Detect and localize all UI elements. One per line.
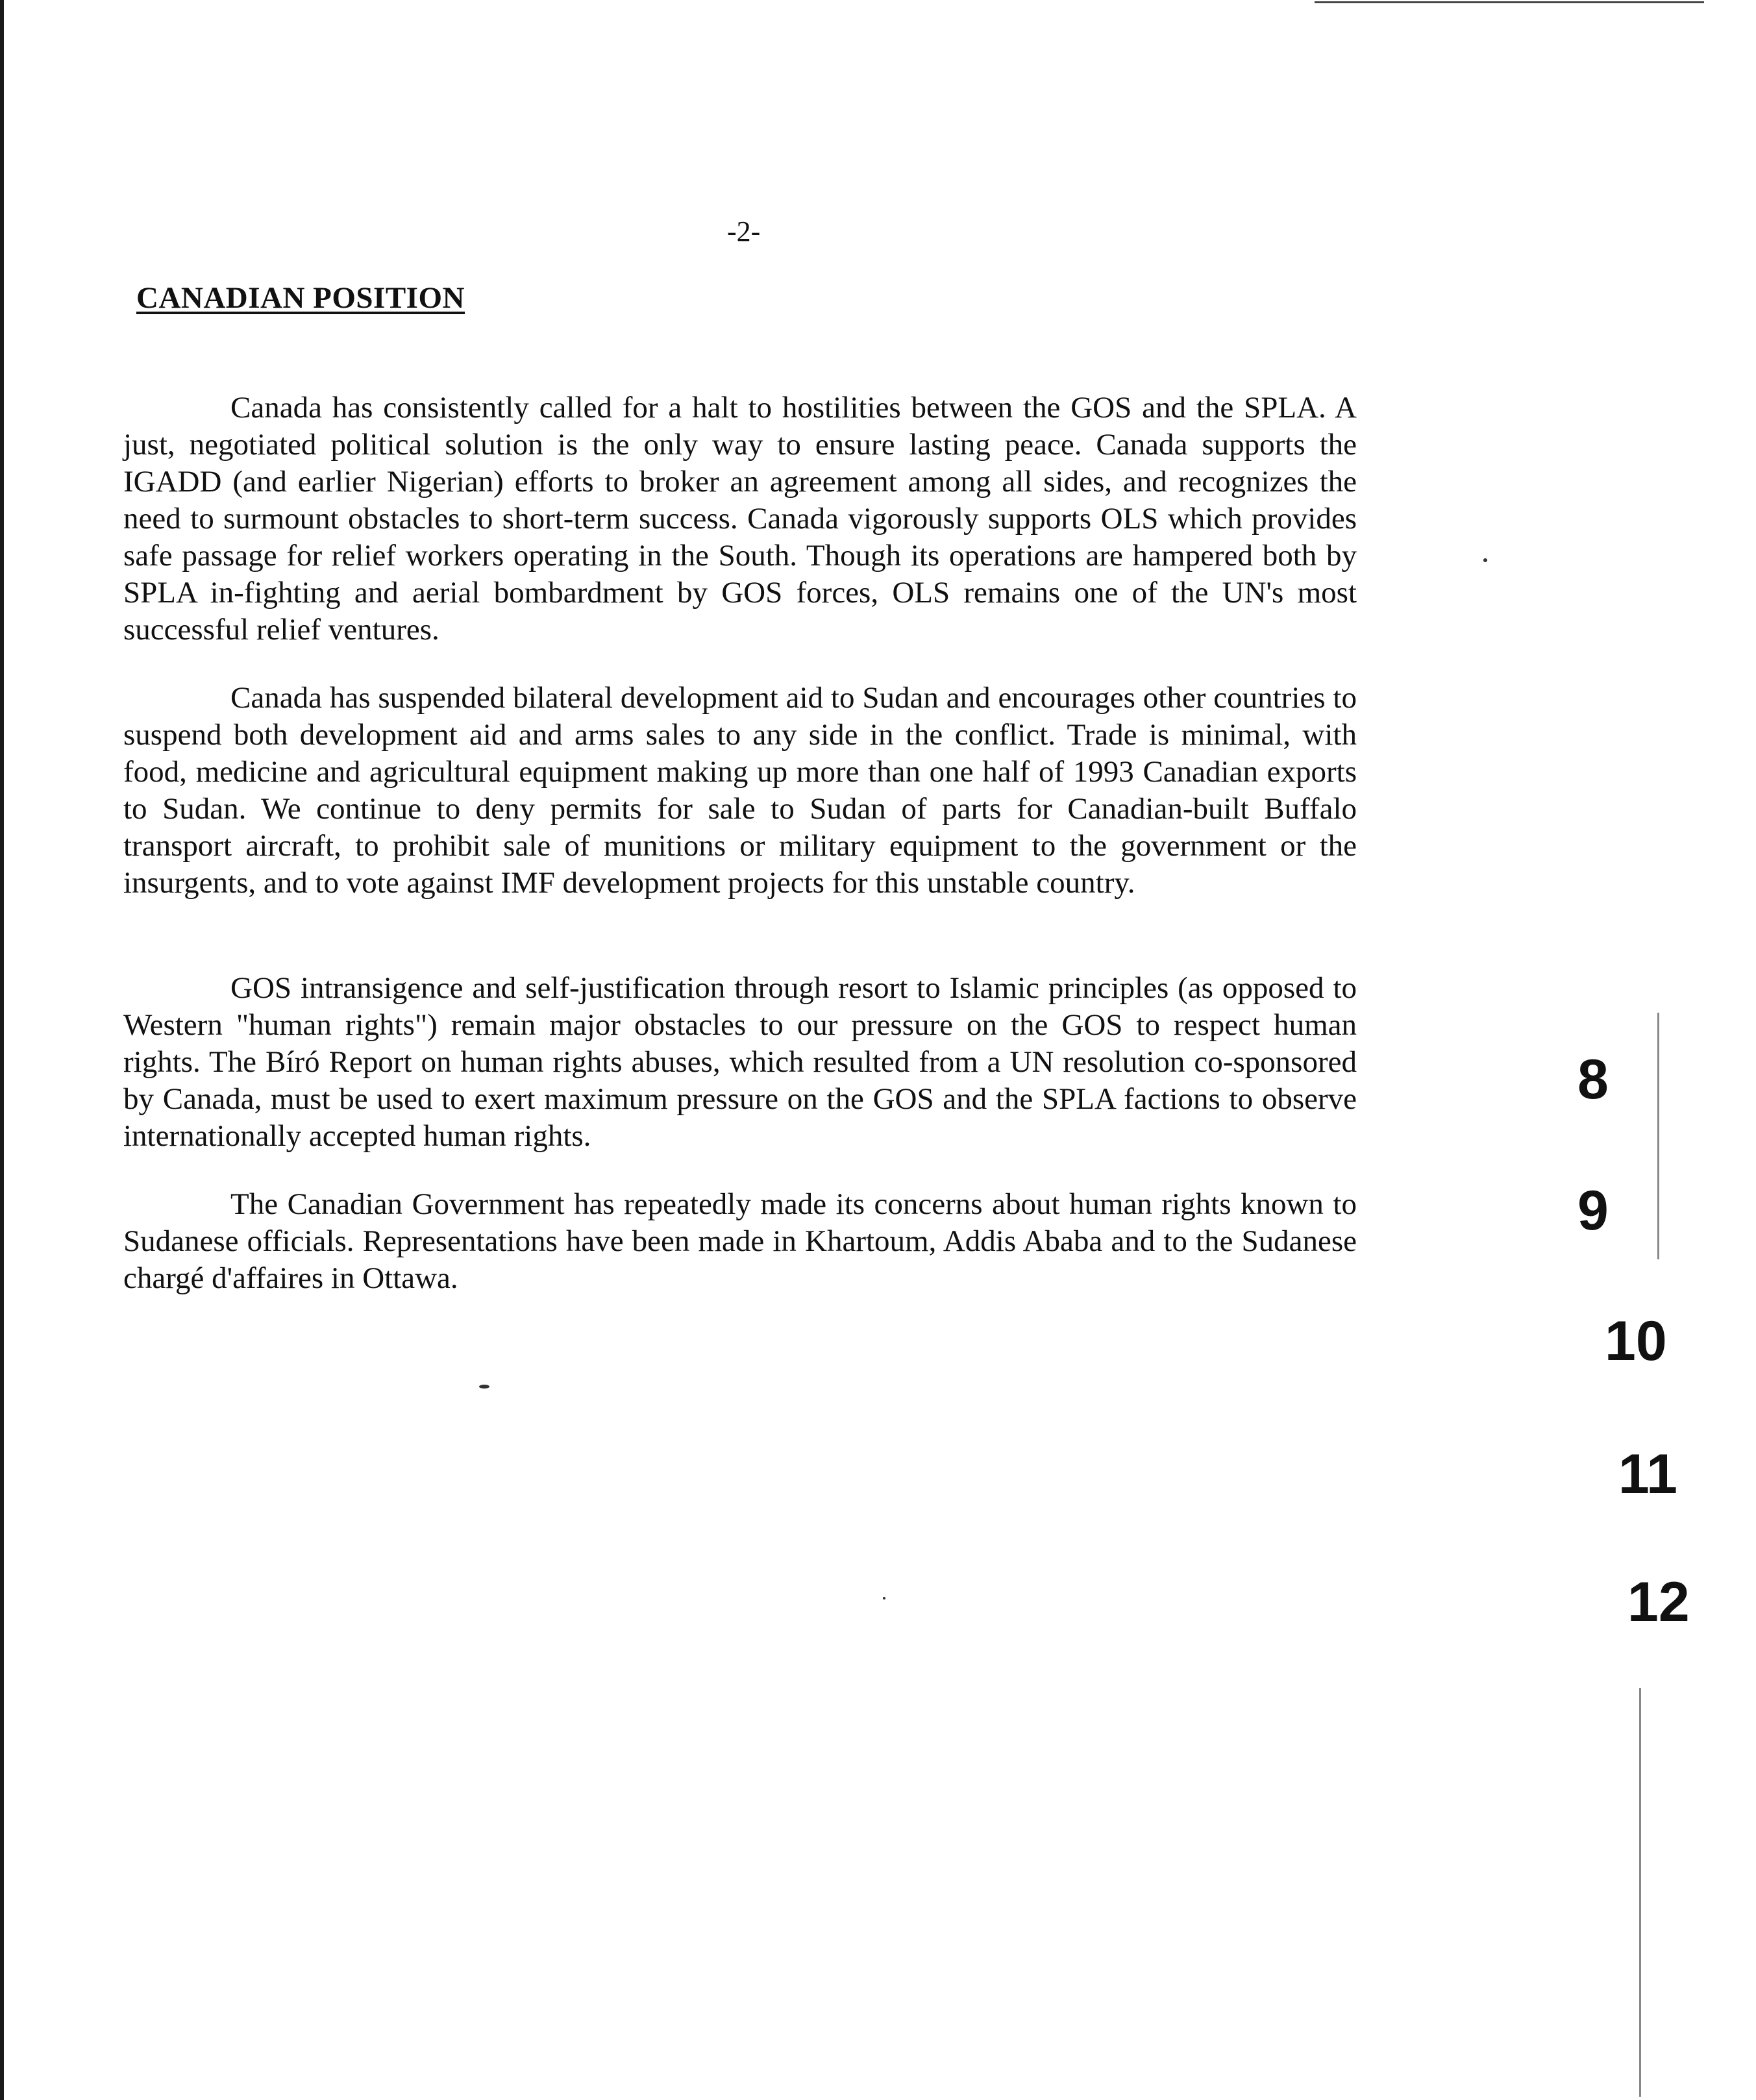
tab-number-8: 8 xyxy=(1577,1048,1609,1111)
tab-number-9: 9 xyxy=(1577,1180,1609,1242)
scan-left-edge xyxy=(0,0,4,2100)
paragraph: The Canadian Government has repeatedly made its concerns about human rights known to Sudanese officials. Representations have been made in Khartoum, Addis Ababa and to the Sudanese chargé d'affaires in Ottawa. xyxy=(123,1187,1357,1295)
tab-number-12: 12 xyxy=(1627,1571,1690,1633)
scan-speck xyxy=(1483,558,1487,562)
scan-speck xyxy=(883,1597,885,1600)
page-number: -2- xyxy=(727,216,761,247)
tab-number-11: 11 xyxy=(1618,1443,1677,1505)
tab-divider-line xyxy=(1639,1688,1641,2097)
paragraph: GOS intransigence and self-justification through resort to Islamic principles (as opposed to Western "human rights") remain major obstacles to our pressure on the GOS to respect human rights. The Bíró Report on human rights abuses, which resulted from a UN resolution co-sponsored by Canada, must be used to exert maximum pressure on the GOS and the SPLA factions to observe internationally accepted human rights. xyxy=(123,971,1357,1153)
tab-number-10: 10 xyxy=(1605,1310,1667,1372)
section-heading: CANADIAN POSITION xyxy=(136,281,465,315)
paragraph: Canada has suspended bilateral development aid to Sudan and encourages other countries to suspend both development aid and arms sales to any side in the conflict. Trade is minimal, with food, medicine and agricultural equipment making up more than one half of 1993 Canadian exports to Sudan. We continue to deny permits for sale to Sudan of parts for Canadian-built Buffalo transport aircraft, to prohibit sale of munitions or military equipment to the government or the insurgents, and to vote against IMF development projects for this unstable country. xyxy=(123,681,1357,900)
scan-top-rule xyxy=(1315,1,1704,3)
scan-speck xyxy=(479,1385,489,1389)
paragraph: Canada has consistently called for a halt to hostilities between the GOS and the SPLA. A just, negotiated political solution is the only way to ensure lasting peace. Canada supports the IGADD (and earlier Nigerian) efforts to broker an agreement among all sides, and recognizes the need to surmount obstacles to short-term success. Canada vigorously supports OLS which provides safe passage for relief workers operating in the South. Though its operations are hampered both by SPLA in-fighting and aerial bombardment by GOS forces, OLS remains one of the UN's most successful relief ventures. xyxy=(123,391,1357,647)
tab-divider-line xyxy=(1657,1013,1659,1259)
